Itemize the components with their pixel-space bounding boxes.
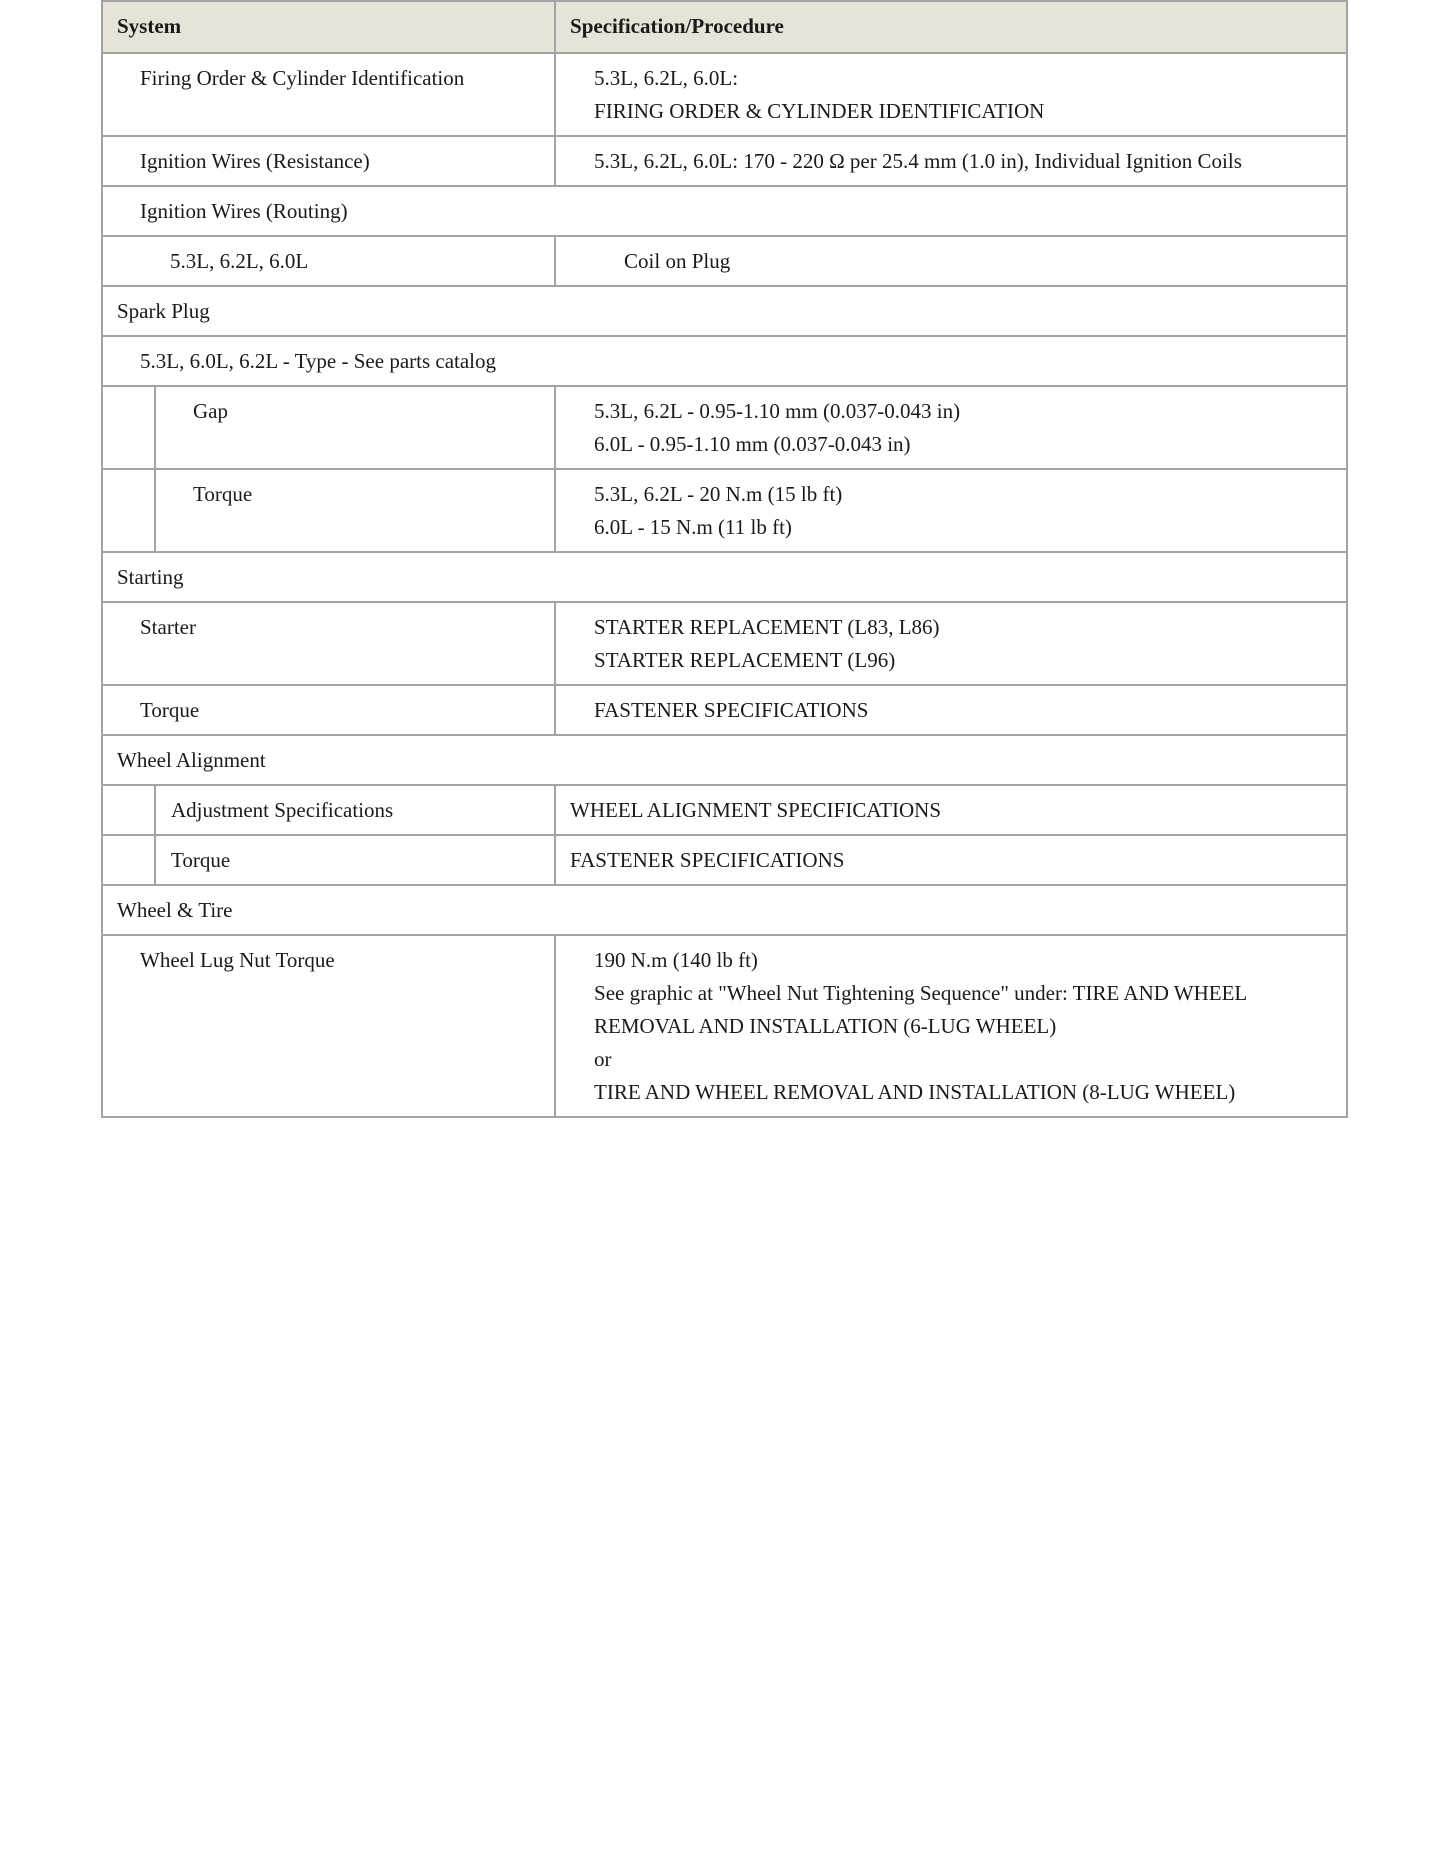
row-label: 5.3L, 6.2L, 6.0L xyxy=(102,236,555,286)
table-row xyxy=(102,469,1347,552)
procedure-link[interactable]: FASTENER SPECIFICATIONS xyxy=(555,685,1347,735)
table-row xyxy=(102,552,1347,602)
indent-cell xyxy=(102,469,155,552)
procedure-link[interactable]: TIRE AND WHEEL REMOVAL AND INSTALLATION (8-LUG WHEEL) xyxy=(594,1080,1236,1104)
table-row xyxy=(102,386,1347,469)
column-header-system: System xyxy=(102,1,555,53)
table-row xyxy=(102,53,1347,136)
procedure-link[interactable]: STARTER REPLACEMENT (L96) xyxy=(594,648,896,672)
table-row xyxy=(102,785,1347,835)
value-line: or xyxy=(594,1047,612,1071)
procedure-link[interactable]: See graphic at "Wheel Nut Tightening Sequence" under: TIRE AND WHEEL REMOVAL AND INSTALLATION (6-LUG WHEEL) xyxy=(594,981,1247,1038)
table-row xyxy=(102,935,1347,1117)
table-row xyxy=(102,835,1347,885)
row-label: Ignition Wires (Resistance) xyxy=(102,136,555,186)
value-line: 190 N.m (140 lb ft) xyxy=(594,948,758,972)
indent-cell xyxy=(102,785,155,835)
indent-cell xyxy=(102,835,155,885)
row-value: Coil on Plug xyxy=(555,236,1347,286)
procedure-link[interactable]: FASTENER SPECIFICATIONS xyxy=(555,835,1347,885)
table-row xyxy=(102,602,1347,685)
row-value xyxy=(555,53,1347,136)
table-row xyxy=(102,885,1347,935)
row-label: Starter xyxy=(102,602,555,685)
value-line: 6.0L - 0.95-1.10 mm (0.037-0.043 in) xyxy=(594,432,911,456)
row-value xyxy=(555,935,1347,1117)
table-row xyxy=(102,186,1347,236)
procedure-link[interactable]: FIRING ORDER & CYLINDER IDENTIFICATION xyxy=(594,99,1045,123)
table-row xyxy=(102,685,1347,735)
row-value: 5.3L, 6.2L, 6.0L: 170 - 220 Ω per 25.4 mm (1.0 in), Individual Ignition Coils xyxy=(555,136,1347,186)
row-value xyxy=(555,602,1347,685)
row-label: Adjustment Specifications xyxy=(155,785,555,835)
section-subheading: 5.3L, 6.0L, 6.2L - Type - See parts catalog xyxy=(102,336,1347,386)
row-label: Torque xyxy=(155,835,555,885)
section-heading: Spark Plug xyxy=(102,286,1347,336)
section-heading: Wheel & Tire xyxy=(102,885,1347,935)
value-line: 6.0L - 15 N.m (11 lb ft) xyxy=(594,515,792,539)
value-line: 5.3L, 6.2L, 6.0L: xyxy=(594,66,739,90)
specifications-table xyxy=(101,0,1348,1118)
row-label: Torque xyxy=(155,469,555,552)
row-label: Gap xyxy=(155,386,555,469)
value-line: 5.3L, 6.2L - 20 N.m (15 lb ft) xyxy=(594,482,843,506)
table-row xyxy=(102,735,1347,785)
value-line: 5.3L, 6.2L - 0.95-1.10 mm (0.037-0.043 in) xyxy=(594,399,961,423)
table-row xyxy=(102,136,1347,186)
row-label: Wheel Lug Nut Torque xyxy=(102,935,555,1117)
row-value xyxy=(555,469,1347,552)
row-label: Torque xyxy=(102,685,555,735)
table-header-row xyxy=(102,1,1347,53)
row-value xyxy=(555,386,1347,469)
section-heading: Starting xyxy=(102,552,1347,602)
column-header-spec: Specification/Procedure xyxy=(555,1,1347,53)
section-heading: Wheel Alignment xyxy=(102,735,1347,785)
row-label: Firing Order & Cylinder Identification xyxy=(102,53,555,136)
procedure-link[interactable]: WHEEL ALIGNMENT SPECIFICATIONS xyxy=(555,785,1347,835)
section-subheading: Ignition Wires (Routing) xyxy=(102,186,1347,236)
procedure-link[interactable]: STARTER REPLACEMENT (L83, L86) xyxy=(594,615,940,639)
indent-cell xyxy=(102,386,155,469)
table-row xyxy=(102,336,1347,386)
table-row xyxy=(102,236,1347,286)
table-row xyxy=(102,286,1347,336)
